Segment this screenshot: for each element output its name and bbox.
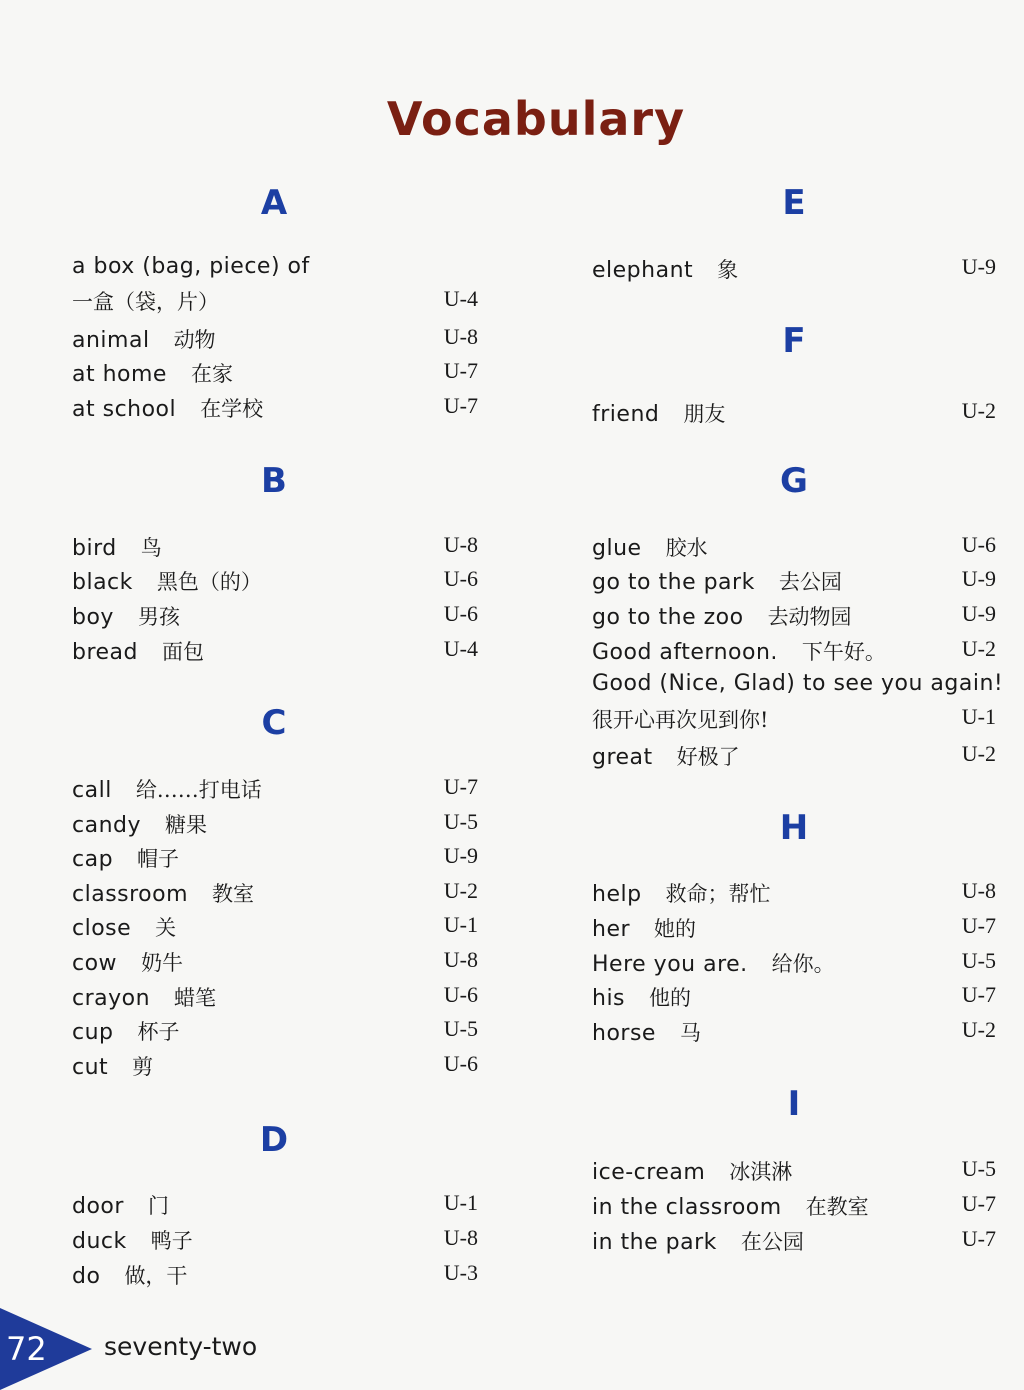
vocab-entry [72,1016,482,1048]
english-word: a box (bag, piece) of [72,254,310,279]
chinese-meaning: 下午好。 [801,640,886,664]
english-word: elephant [592,258,694,283]
unit-reference: U-6 [443,566,478,591]
vocab-entry [72,324,482,356]
vocab-entry [72,843,482,875]
english-word: glue [592,536,642,561]
section-letter-h: H [779,808,809,848]
vocab-entry [592,982,996,1014]
english-word: cut [72,1055,109,1080]
english-word: at home [72,362,167,387]
chinese-meaning: 做，干 [124,1264,188,1288]
unit-reference: U-1 [961,704,996,729]
english-word: in the classroom [592,1195,782,1220]
vocab-entry [72,947,482,979]
english-word: his [592,986,626,1011]
vocab-entry [72,636,482,668]
vocab-entry [592,1156,996,1188]
english-word: in the park [592,1230,717,1255]
unit-reference: U-7 [443,393,478,418]
section-letter-e: E [782,183,806,223]
vocab-entry [72,809,482,841]
unit-reference: U-8 [443,947,478,972]
english-word: classroom [72,882,189,907]
unit-reference: U-5 [961,948,996,973]
unit-reference: U-2 [961,398,996,423]
section-letter-b: B [261,461,287,501]
english-word: Good afternoon. [592,640,778,665]
vocab-entry [72,774,482,806]
unit-reference: U-9 [961,566,996,591]
chinese-meaning: 马 [679,1021,701,1045]
vocab-entry [592,741,996,773]
chinese-meaning: 教室 [212,882,255,906]
english-word: ice-cream [592,1160,706,1185]
chinese-meaning: 救命；帮忙 [665,882,771,906]
english-word: animal [72,328,150,353]
english-word: black [72,570,133,595]
chinese-meaning: 门 [147,1194,169,1218]
unit-reference: U-7 [961,982,996,1007]
english-word: door [72,1194,124,1219]
unit-reference: U-9 [443,843,478,868]
vocab-entry [72,1260,482,1292]
unit-reference: U-8 [443,1225,478,1250]
chinese-meaning: 鸭子 [150,1229,193,1253]
english-word: go to the zoo [592,605,744,630]
vocab-entry [72,601,482,633]
chinese-meaning: 朋友 [683,402,726,426]
unit-reference: U-7 [961,913,996,938]
vocab-entry [592,1191,996,1223]
unit-reference: U-7 [961,1191,996,1216]
chinese-meaning: 她的 [654,917,697,941]
section-letter-g: G [780,461,808,501]
chinese-meaning: 胶水 [665,536,708,560]
chinese-meaning: 给你。 [771,952,835,976]
unit-reference: U-8 [961,878,996,903]
page-number: 72 [6,1330,47,1368]
chinese-meaning: 他的 [649,986,692,1010]
unit-reference: U-6 [443,982,478,1007]
unit-reference: U-1 [443,1190,478,1215]
vocab-entry [592,601,996,633]
vocab-entry [592,1226,996,1258]
chinese-meaning: 去公园 [778,570,842,594]
chinese-meaning: 好极了 [676,745,740,769]
section-letter-c: C [261,703,287,743]
unit-reference: U-7 [961,1226,996,1251]
section-letter-d: D [259,1120,289,1160]
vocab-entry [592,671,1004,703]
chinese-meaning: 杯子 [137,1020,180,1044]
chinese-meaning: 在学校 [200,397,264,421]
chinese-meaning: 剪 [132,1055,154,1079]
english-word: do [72,1264,101,1289]
english-word: horse [592,1021,656,1046]
english-word: cup [72,1020,114,1045]
vocab-entry [72,982,482,1014]
english-word: Good (Nice, Glad) to see you again! [592,671,1004,696]
section-letter-i: I [787,1084,801,1124]
english-word: her [592,917,631,942]
vocab-entry [72,878,482,910]
vocab-entry [72,912,482,944]
english-word: at school [72,397,177,422]
english-word: boy [72,605,114,630]
unit-reference: U-5 [443,809,478,834]
section-letter-a: A [260,183,288,223]
page-title: Vocabulary [386,92,686,146]
unit-reference: U-8 [443,324,478,349]
unit-reference: U-2 [961,741,996,766]
english-word: go to the park [592,570,755,595]
vocab-entry [72,1051,482,1083]
chinese-meaning: 冰淇淋 [729,1160,793,1184]
vocab-entry [592,254,996,286]
chinese-meaning: 一盒（袋，片） [72,290,219,314]
chinese-meaning: 象 [717,258,739,282]
vocab-entry [592,704,996,736]
english-word: bird [72,536,117,561]
vocab-entry [592,566,996,598]
unit-reference: U-4 [443,636,478,661]
english-word: cow [72,951,118,976]
chinese-meaning: 面包 [162,640,205,664]
chinese-meaning: 在公园 [740,1230,804,1254]
vocab-entry [592,948,996,980]
chinese-meaning: 在教室 [805,1195,869,1219]
chinese-meaning: 动物 [173,328,216,352]
vocab-entry [72,532,482,564]
vocab-entry [592,636,996,668]
vocab-entry [592,398,996,430]
unit-reference: U-8 [443,532,478,557]
chinese-meaning: 奶牛 [141,951,184,975]
vocab-entry [72,286,482,318]
chinese-meaning: 男孩 [137,605,180,629]
vocab-entry [592,913,996,945]
vocab-entry [72,254,482,286]
chinese-meaning: 鸟 [140,536,162,560]
unit-reference: U-2 [961,1017,996,1042]
page-number-words: seventy-two [104,1332,258,1361]
section-letter-f: F [782,321,806,361]
vocab-entry [72,566,482,598]
chinese-meaning: 很开心再次见到你! [592,708,769,732]
vocab-entry [72,358,482,390]
english-word: crayon [72,986,151,1011]
unit-reference: U-4 [443,286,478,311]
unit-reference: U-6 [443,601,478,626]
unit-reference: U-9 [961,601,996,626]
vocab-entry [72,1225,482,1257]
english-word: friend [592,402,660,427]
unit-reference: U-6 [443,1051,478,1076]
english-word: great [592,745,653,770]
vocab-entry [72,1190,482,1222]
english-word: candy [72,813,142,838]
english-word: bread [72,640,139,665]
chinese-meaning: 给……打电话 [135,778,262,802]
english-word: close [72,916,132,941]
chinese-meaning: 帽子 [137,847,180,871]
unit-reference: U-3 [443,1260,478,1285]
unit-reference: U-2 [443,878,478,903]
vocab-entry [592,532,996,564]
unit-reference: U-7 [443,774,478,799]
vocab-entry [592,1017,996,1049]
english-word: cap [72,847,114,872]
chinese-meaning: 糖果 [165,813,208,837]
chinese-meaning: 黑色（的） [156,570,262,594]
unit-reference: U-2 [961,636,996,661]
english-word: duck [72,1229,127,1254]
chinese-meaning: 关 [155,916,177,940]
unit-reference: U-5 [961,1156,996,1181]
unit-reference: U-1 [443,912,478,937]
chinese-meaning: 在家 [190,362,233,386]
unit-reference: U-7 [443,358,478,383]
unit-reference: U-5 [443,1016,478,1041]
unit-reference: U-9 [961,254,996,279]
chinese-meaning: 蜡笔 [174,986,217,1010]
chinese-meaning: 去动物园 [767,605,852,629]
vocab-entry [72,393,482,425]
vocab-entry [592,878,996,910]
english-word: help [592,882,642,907]
english-word: Here you are. [592,952,748,977]
english-word: call [72,778,112,803]
unit-reference: U-6 [961,532,996,557]
